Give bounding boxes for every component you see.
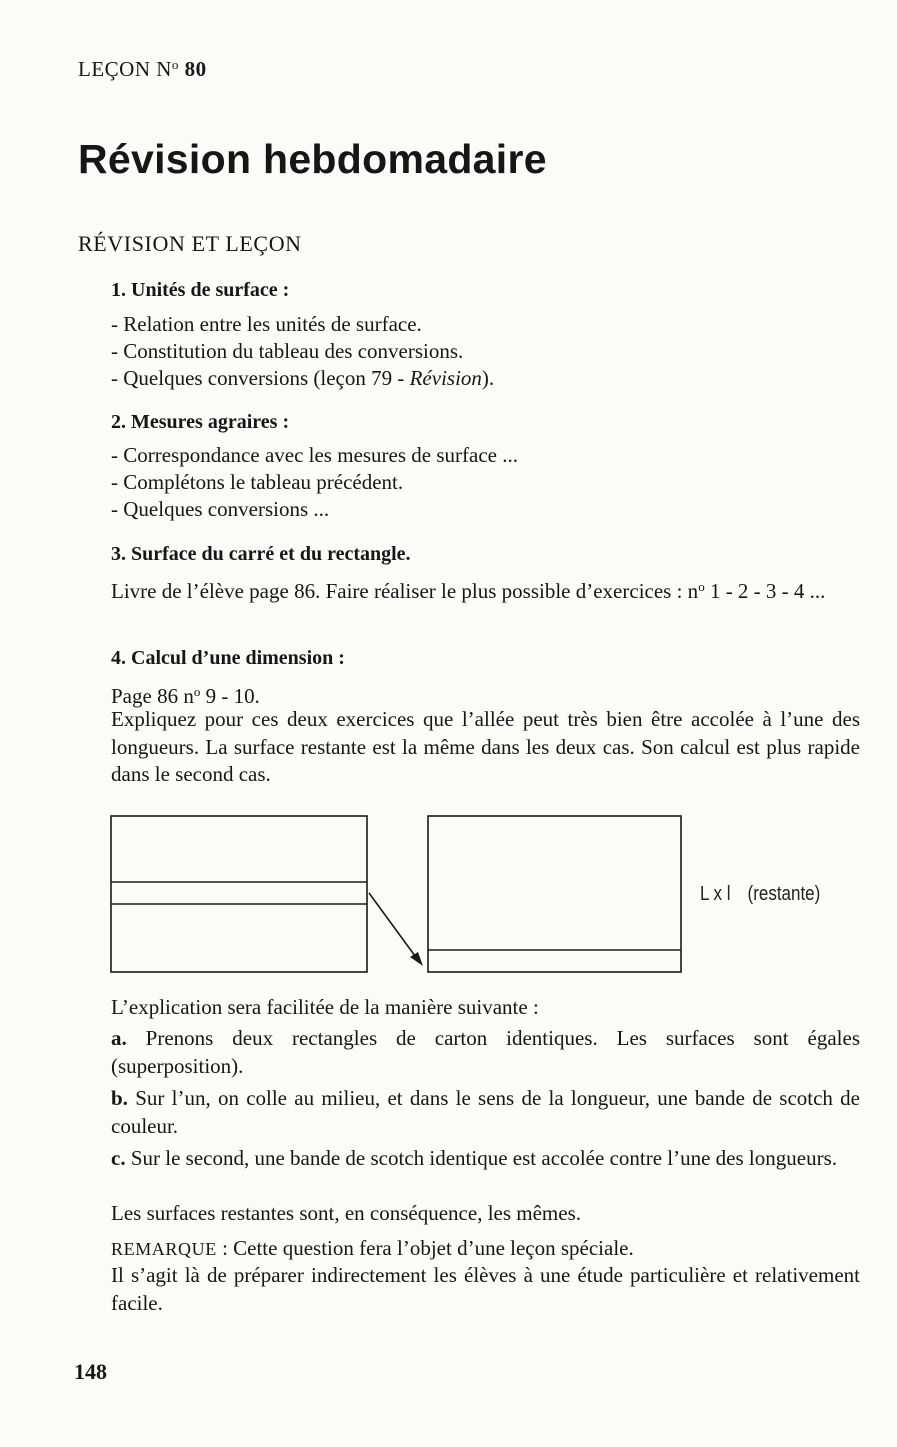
section-heading: RÉVISION ET LEÇON: [78, 231, 302, 256]
section-1-heading: 1. Unités de surface :: [111, 279, 290, 301]
page-number: 148: [74, 1359, 107, 1384]
section-2-line-2: - Complétons le tableau précédent.: [111, 470, 404, 494]
explanation-item-b: b. Sur l’un, on colle au milieu, et dans le sens de la longueur, une bande de scotch de couleur.: [111, 1086, 860, 1138]
remark: REMARQUE : Cette question fera l’objet d’une leçon spéciale.: [111, 1236, 634, 1260]
explanation-conclusion: Les surfaces restantes sont, en conséquence, les mêmes.: [111, 1201, 581, 1225]
section-1-line-3: - Quelques conversions (leçon 79 - Révision).: [111, 366, 495, 390]
rectangle-middle-band: [111, 816, 367, 972]
section-3-heading: 3. Surface du carré et du rectangle.: [111, 543, 411, 565]
section-2-line-3: - Quelques conversions ...: [111, 497, 330, 521]
section-3-paragraph: Livre de l’élève page 86. Faire réaliser le plus possible d’exercices : $n^o$ 1 - 2 - 3 - 4 ...: [111, 579, 826, 603]
explanation-item-c: c. Sur le second, une bande de scotch identique est accolée contre l’une des longueurs.: [111, 1146, 837, 1170]
arrow-line: [369, 893, 418, 960]
section-1-line-1: - Relation entre les unités de surface.: [111, 312, 422, 336]
section-4-paragraph: Expliquez pour ces deux exercices que l’allée peut très bien être accolée à l’une des longueurs. La surface restante est la même dans les deux cas. Son calcul est plus rapide dans le second cas.: [111, 707, 860, 786]
section-1-line-2: - Constitution du tableau des conversions.: [111, 339, 464, 363]
section-2-heading: 2. Mesures agraires :: [111, 411, 290, 433]
area-formula: L x l (restante): [700, 883, 821, 905]
final-paragraph: Il s’agit là de préparer indirectement les élèves à une étude particulière et relativement facile.: [111, 1263, 860, 1315]
explanation-intro: L’explication sera facilitée de la manière suivante :: [111, 995, 539, 1019]
arrow-head: [410, 952, 423, 966]
section-4-heading: 4. Calcul d’une dimension :: [111, 647, 345, 669]
lesson-number: LEÇON $N^o$ 80: [78, 57, 207, 81]
explanation-item-a: a. Prenons deux rectangles de carton identiques. Les surfaces sont égales (superposition).: [111, 1026, 860, 1078]
section-2-line-1: - Correspondance avec les mesures de surface ...: [111, 443, 518, 467]
rectangle-edge-band: [428, 816, 681, 972]
section-4-page-ref: Page 86 $n^o$ 9 - 10.: [111, 684, 260, 708]
page-title: Révision hebdomadaire: [78, 136, 547, 182]
